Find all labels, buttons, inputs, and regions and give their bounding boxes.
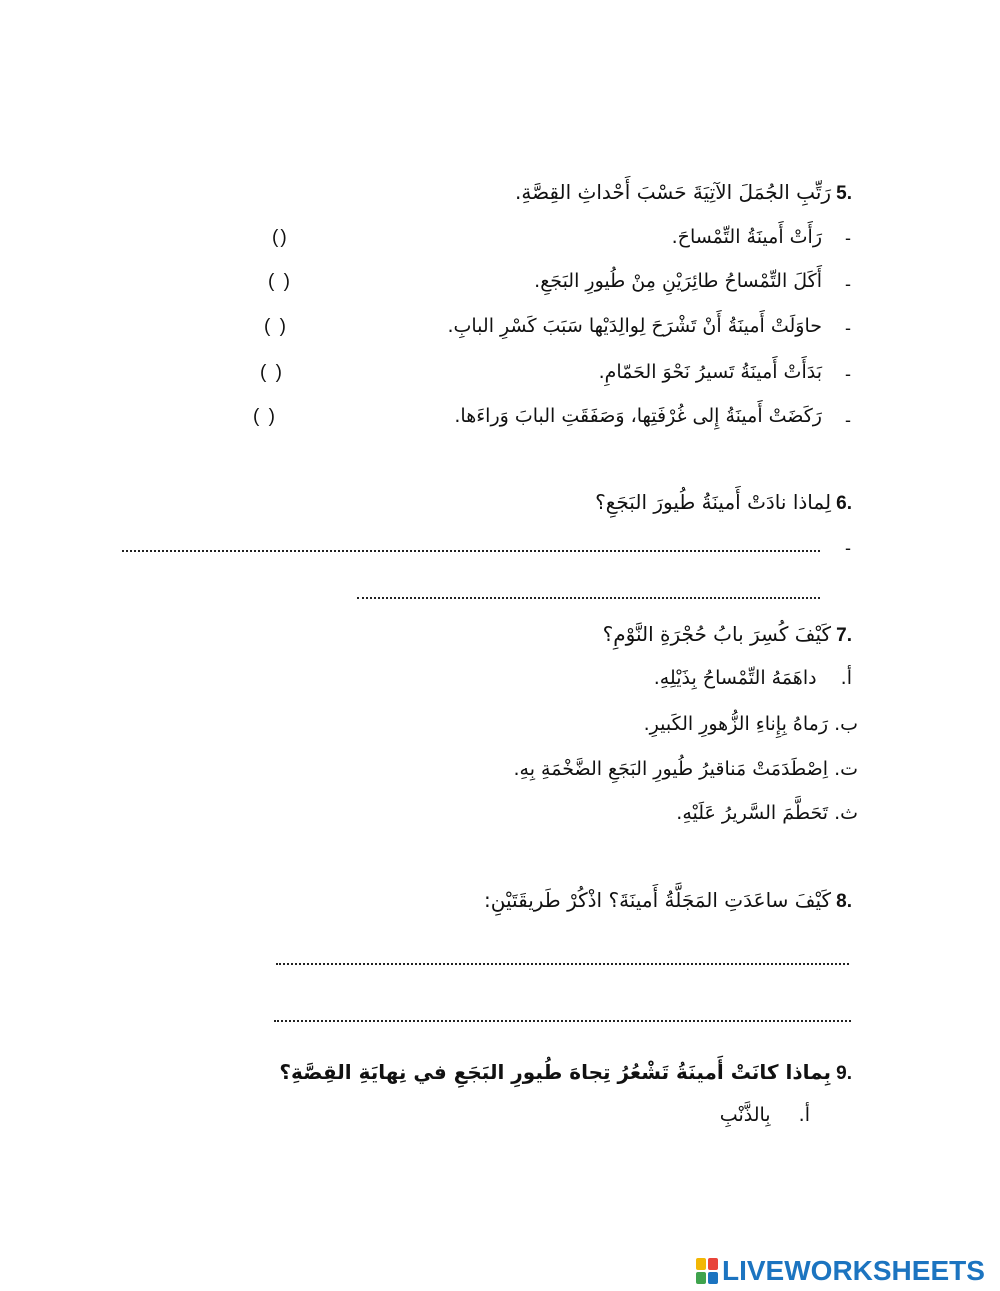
liveworksheets-logo-icon bbox=[696, 1258, 718, 1284]
answer-line[interactable] bbox=[274, 1020, 851, 1022]
question-6-heading bbox=[595, 490, 852, 515]
logo-text: LIVEWORKSHEETS bbox=[722, 1255, 985, 1286]
order-item-text: رَأَتْ أَمينَةُ التِّمْساحَ. bbox=[671, 226, 822, 248]
option-b[interactable] bbox=[644, 713, 858, 735]
question-number: .6 bbox=[836, 493, 852, 514]
order-answer-box[interactable]: () bbox=[272, 227, 289, 248]
question-text: بِماذا كانَتْ أَمينَةُ تَشْعُرُ تِجاهَ طُيورِ البَجَعِ في نِهايَةِ القِصَّةِ؟ bbox=[279, 1060, 832, 1084]
question-5-heading bbox=[515, 180, 852, 205]
item-dash: - bbox=[845, 318, 851, 338]
option-letter: ث. bbox=[834, 802, 858, 824]
question-number: .7 bbox=[836, 625, 852, 646]
option-text: داهَمَهُ التِّمْساحُ بِذَيْلِهِ. bbox=[653, 667, 817, 689]
option-a[interactable] bbox=[654, 667, 852, 689]
item-dash: - bbox=[845, 274, 851, 294]
order-item-text: رَكَضَتْ أَمينَةُ إِلى غُرْفَتِها، وَصَفَقَتِ البابَ وَراءَها. bbox=[454, 405, 822, 427]
question-number: .9 bbox=[836, 1063, 852, 1084]
question-number: .8 bbox=[836, 891, 852, 912]
question-9-heading bbox=[279, 1060, 852, 1085]
question-number: .5 bbox=[836, 183, 852, 204]
answer-dash: - bbox=[845, 538, 851, 558]
order-item-text: بَدَأَتْ أَمينَةُ تَسيرُ نَحْوَ الحَمّامِ. bbox=[598, 361, 822, 383]
answer-line[interactable] bbox=[276, 963, 849, 965]
order-answer-box[interactable]: ( ) bbox=[264, 316, 288, 337]
question-7-heading bbox=[603, 622, 852, 647]
option-letter: أ. bbox=[840, 667, 852, 689]
answer-line[interactable] bbox=[357, 597, 820, 599]
item-dash: - bbox=[845, 364, 851, 384]
question-text: كَيْفَ ساعَدَتِ المَجَلَّةُ أَمينَةَ؟ اذْكُرْ طَريقَتَيْنِ: bbox=[484, 888, 832, 912]
answer-line[interactable] bbox=[122, 550, 820, 552]
order-answer-box[interactable]: ( ) bbox=[253, 406, 277, 427]
option-a[interactable] bbox=[720, 1104, 810, 1126]
option-text: تَحَطَّمَ السَّريرُ عَلَيْهِ. bbox=[676, 802, 829, 824]
option-text: بِالذَّنْبِ bbox=[719, 1104, 771, 1126]
option-d[interactable] bbox=[676, 802, 858, 824]
option-text: اِصْطَدَمَتْ مَناقيرُ طُيورِ البَجَعِ الضَّخْمَةِ بِهِ. bbox=[513, 758, 829, 780]
option-text: رَماهُ بِإِناءِ الزُّهورِ الكَبيرِ. bbox=[643, 713, 829, 735]
item-dash: - bbox=[845, 410, 851, 430]
option-c[interactable] bbox=[513, 758, 858, 780]
option-letter: ب. bbox=[834, 713, 858, 735]
order-item-text: أَكَلَ التِّمْساحُ طائِرَيْنِ مِنْ طُيورِ البَجَعِ. bbox=[534, 270, 822, 292]
question-text: رَتِّبِ الجُمَلَ الآتِيَةَ حَسْبَ أَحْداثِ القِصَّةِ. bbox=[515, 180, 832, 204]
question-text: كَيْفَ كُسِرَ بابُ حُجْرَةِ النَّوْمِ؟ bbox=[602, 622, 832, 646]
question-text: لِماذا نادَتْ أَمينَةُ طُيورَ البَجَعِ؟ bbox=[595, 490, 832, 514]
order-item-text: حاوَلَتْ أَمينَةُ أَنْ تَشْرَحَ لِوالِدَيْها سَبَبَ كَسْرِ البابِ. bbox=[447, 315, 822, 337]
question-8-heading bbox=[484, 888, 852, 913]
order-answer-box[interactable]: ( ) bbox=[260, 362, 284, 383]
option-letter: أ. bbox=[798, 1104, 810, 1126]
order-answer-box[interactable]: ( ) bbox=[268, 271, 292, 292]
liveworksheets-logo bbox=[696, 1256, 985, 1286]
item-dash: - bbox=[845, 228, 851, 248]
option-letter: ت. bbox=[834, 758, 858, 780]
